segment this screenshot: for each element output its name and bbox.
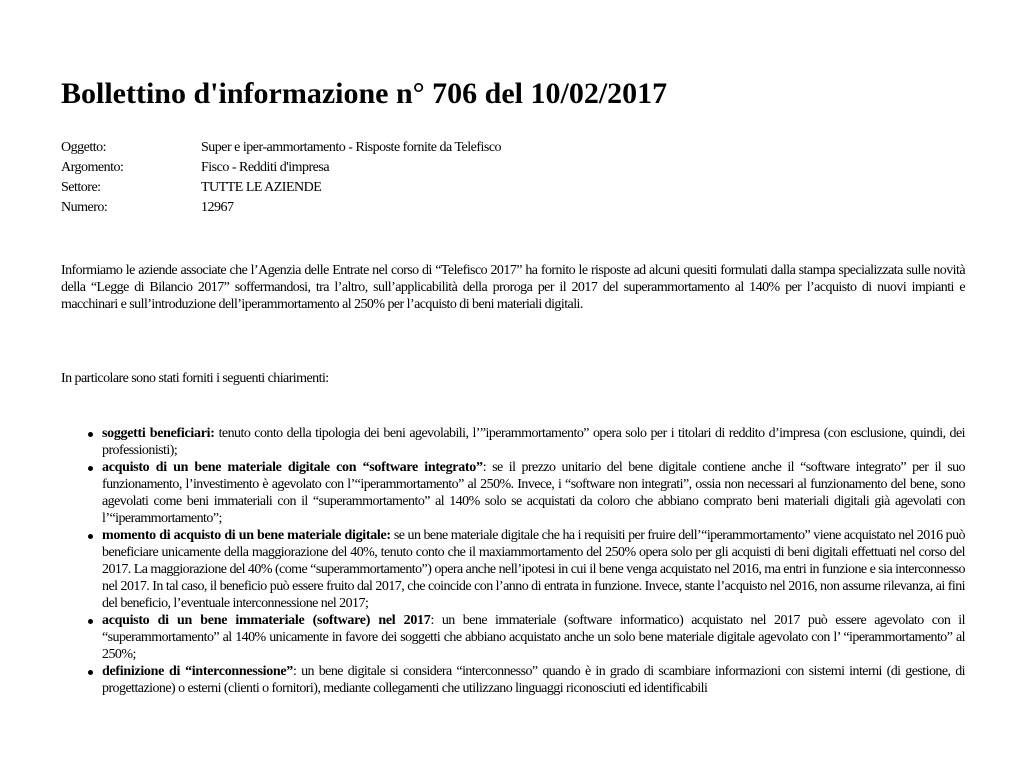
list-item (102, 425, 965, 459)
metadata-row-argomento (61, 158, 501, 178)
list-item-text: se un bene materiale digitale che ha i requisiti per fruire dell’“iperammortamento” viene acquistato nel 2016 può beneficiare unicamente della maggiorazione del 40%, tenuto conto che il maxiammortamento del 250% opera solo per gli acquisti di beni digitali effettuati nel corso del 2017. La maggiorazione del 40% (come “superammortamento”) opera anche nell’ipotesi in cui il bene venga acquistato nel 2016, ma entri in funzione e sia interconnesso nel 2017. In tal caso, il beneficio può essere fruito dal 2017, che coincide con l’anno di entrata in funzione. Invece, stante l’acquisto nel 2016, non assume rilevanza, ai fini del beneficio, l’eventuale interconnessione nel 2017; (102, 528, 965, 611)
list-item-text: : se il prezzo unitario del bene digitale contiene anche il “software integrato” per il suo funzionamento, l’investimento è agevolato con l’“iperammortamento” al 250%. Invece, i “software non integrati”, ossia non necessari al funzionamento del bene, sono agevolati come beni immateriali con il “superammortamento” al 140% solo se acquistati da coloro che abbiano comprato beni materiali digitali già agevolati con l’“iperammortamento”; (102, 460, 966, 526)
metadata-table (61, 138, 501, 218)
metadata-label: Settore: (61, 180, 101, 195)
list-item (102, 612, 965, 663)
list-item (102, 663, 965, 697)
metadata-value: TUTTE LE AZIENDE (201, 180, 322, 195)
metadata-value: Fisco - Redditi d'impresa (201, 160, 330, 175)
list-item-heading: acquisto di un bene materiale digitale con “software integrato” (102, 460, 483, 475)
list-item-text: : un bene digitale si considera “interconnesso” quando è in grado di scambiare informazioni con sistemi interni (di gestione, di progettazione) o esterni (clienti o fornitori), mediante collegamenti che utilizzano linguaggi riconosciuti ed identificabili (102, 664, 965, 696)
metadata-label: Oggetto: (61, 140, 106, 155)
list-item-heading: acquisto di un bene immateriale (software) nel 2017 (102, 613, 431, 628)
metadata-value: Super e iper-ammortamento - Risposte fornite da Telefisco (201, 140, 502, 155)
intro-paragraph: Informiamo le aziende associate che l’Agenzia delle Entrate nel corso di “Telefisco 2017” ha fornito le risposte ad alcuni quesiti formulati dalla stampa specializzata sulle novità della “Legge di Bilancio 2017” soffermandosi, tra l’altro, sull’applicabilità della proroga per il 2017 del superammortamento al 140% per l’acquisto di nuovi impianti e macchinari e sull’introduzione dell’iperammortamento al 250% per l’acquisto di beni materiali digitali. (61, 263, 965, 312)
metadata-value: 12967 (201, 200, 234, 215)
list-item-text: : un bene immateriale (software informatico) acquistato nel 2017 può essere agevolato con il “superammortamento” al 140% unicamente in favore dei soggetti che abbiano acquistato anche un solo bene materiale digitale agevolato con l’ “iperammortamento” al 250%; (102, 613, 965, 662)
metadata-row-numero (61, 198, 501, 218)
list-item (102, 459, 965, 527)
metadata-row-settore (61, 178, 501, 198)
list-item-heading: soggetti beneficiari: (102, 426, 215, 441)
metadata-row-oggetto (61, 138, 501, 158)
list-item-text: tenuto conto della tipologia dei beni agevolabili, l’”iperammortamento” opera solo per i titolari di reddito d’impresa (con esclusione, quindi, dei professionisti); (102, 426, 965, 458)
list-item-heading: momento di acquisto di un bene materiale digitale: (102, 528, 391, 543)
clarifications-list (61, 425, 965, 697)
list-item (102, 527, 965, 612)
metadata-label: Argomento: (61, 160, 124, 175)
metadata-label: Numero: (61, 200, 108, 215)
list-item-heading: definizione di “interconnessione” (102, 664, 293, 679)
page-title: Bollettino d'informazione n° 706 del 10/02/2017 (61, 77, 668, 110)
lead-paragraph: In particolare sono stati forniti i seguenti chiarimenti: (61, 371, 329, 386)
